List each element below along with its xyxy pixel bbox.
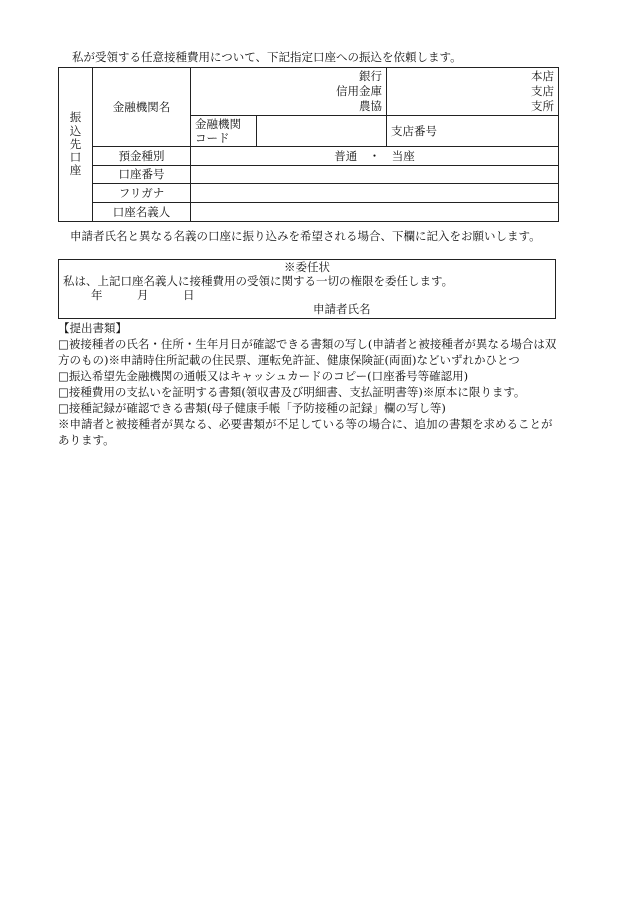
required-documents-heading: 【提出書類】 — [58, 321, 127, 335]
doc-item-vaccination-record: □接種記録が確認できる書類(母子健康手帳「予防接種の記録」欄の写し等) — [58, 401, 446, 415]
doc-item-additional-note: ※申請者と被接種者が異なる、必要書類が不足している等の場合に、追加の書類を求めることがあります。 — [58, 417, 553, 447]
furigana-label: フリガナ — [93, 184, 191, 203]
delegation-title: ※委任状 — [284, 260, 330, 274]
branch-type-branch: 支店 — [531, 84, 554, 99]
bank-code-field[interactable] — [257, 116, 387, 147]
bank-name-label: 金融機関名 — [93, 68, 191, 147]
account-holder-label: 口座名義人 — [93, 203, 191, 222]
delegation-text: 私は、上記口座名義人に接種費用の受領に関する一切の権限を委任します。 — [63, 274, 454, 288]
delegation-box — [58, 259, 556, 319]
furigana-field[interactable] — [191, 184, 559, 203]
delegation-applicant-name-field[interactable]: 申請者氏名 — [313, 302, 371, 316]
bank-account-table — [58, 67, 559, 222]
account-number-label: 口座番号 — [93, 166, 191, 184]
bank-type-bank: 銀行 — [359, 69, 382, 84]
bank-code-label: 金融機関 コード — [191, 116, 257, 147]
branch-type-head: 本店 — [531, 69, 554, 84]
branch-name-field[interactable] — [387, 68, 559, 116]
doc-item-receipt: □接種費用の支払いを証明する書類(領収書及び明細書、支払証明書等)※原本に限ります。 — [58, 385, 526, 399]
bank-type-agri-coop: 農協 — [359, 98, 382, 113]
required-documents — [58, 320, 563, 448]
branch-type-office: 支所 — [531, 98, 554, 113]
delegation-date-field[interactable]: 年 月 日 — [91, 288, 195, 302]
deposit-type-label: 預金種別 — [93, 147, 191, 166]
account-holder-field[interactable] — [191, 203, 559, 222]
bank-type-credit-union: 信用金庫 — [336, 84, 382, 99]
transfer-account-section-label: 振 込 先 口 座 — [59, 68, 93, 222]
doc-item-passbook: □振込希望先金融機関の通帳又はキャッシュカードのコピー(口座番号等確認用) — [58, 369, 469, 383]
account-number-field[interactable] — [191, 166, 559, 184]
doc-item-identity: □被接種者の氏名・住所・生年月日が確認できる書類の写し(申請者と被接種者が異なる場合は双方のもの)※申請時住所記載の住民票、運転免許証、健康保険証(両面)などいずれかひとつ — [58, 337, 557, 367]
notice-text: 申請者氏名と異なる名義の口座に振り込みを希望される場合、下欄に記入をお願いします。 — [70, 229, 541, 243]
intro-text: 私が受領する任意接種費用について、下記指定口座への振込を依頼します。 — [72, 50, 462, 64]
deposit-type-options[interactable]: 普通 ・ 当座 — [191, 147, 559, 166]
bank-name-field[interactable] — [191, 68, 387, 116]
branch-number-label: 支店番号 — [387, 116, 559, 147]
